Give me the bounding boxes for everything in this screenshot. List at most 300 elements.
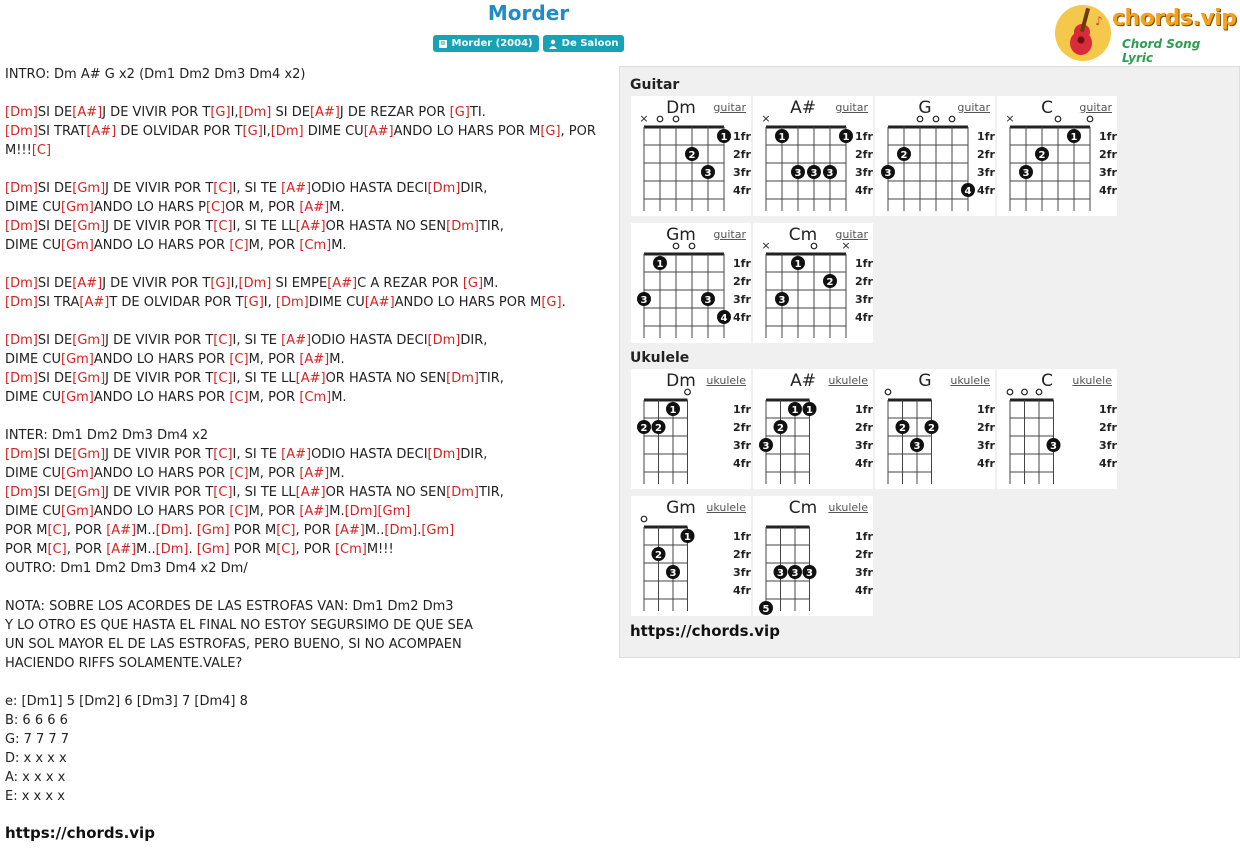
lyric-line [5, 540, 615, 559]
lyric-line [5, 369, 615, 388]
chord-instrument-link[interactable]: guitar [835, 101, 868, 114]
chord-diagram-guitar[interactable] [753, 223, 873, 343]
fret-label: 1fr [733, 403, 751, 416]
lyric-text: T DE OLVIDAR POR T [109, 295, 244, 310]
chord-link[interactable]: [Dm] [5, 447, 38, 462]
finger-dot [653, 256, 667, 270]
svg-text:3: 3 [794, 168, 802, 179]
chord-link[interactable]: [Gm] [196, 523, 230, 538]
fret-label: 1fr [733, 257, 751, 270]
lyric-text: , POR [295, 542, 335, 557]
chord-panel [619, 66, 1240, 658]
fret-label: 4fr [977, 457, 995, 470]
lyric-text: TIR, [478, 219, 504, 234]
lyric-text: DIR, [460, 447, 488, 462]
fret-label: 3fr [733, 166, 751, 179]
chord-name: C [1041, 98, 1053, 118]
chord-link[interactable]: [Dm] [5, 333, 38, 348]
chord-link[interactable]: [A#] [295, 371, 326, 386]
lyric-text: J DE VIVIR POR T [105, 485, 214, 500]
chord-link[interactable]: [G] [242, 124, 263, 139]
chord-link[interactable]: [G] [243, 295, 264, 310]
muted-string-mark: × [761, 239, 771, 252]
chord-link[interactable]: [C] [229, 352, 249, 367]
chord-link[interactable]: [A#] [363, 124, 394, 139]
ukulele-section-label: Ukulele [630, 350, 690, 366]
chord-diagram-ukulele[interactable] [631, 369, 751, 489]
chord-instrument-link[interactable]: guitar [713, 101, 746, 114]
lyric-text: C A REZAR POR [357, 276, 463, 291]
chord-link[interactable]: [Dm] [427, 333, 461, 348]
svg-text:3: 3 [1022, 168, 1030, 179]
chord-link[interactable]: [Gm] [61, 466, 94, 481]
chord-link[interactable]: [A#] [364, 295, 395, 310]
chord-link[interactable]: [A#] [299, 466, 330, 481]
chord-link[interactable]: [Dm] [5, 124, 38, 139]
chord-instrument-link[interactable]: ukulele [950, 374, 990, 387]
chord-instrument-link[interactable]: ukulele [706, 374, 746, 387]
chord-link[interactable]: [Dm] [427, 181, 461, 196]
chord-link[interactable]: [Gm] [72, 371, 106, 386]
chord-link[interactable]: [Dm] [5, 371, 38, 386]
svg-text:3: 3 [1050, 441, 1057, 452]
svg-text:2: 2 [655, 423, 662, 434]
site-logo[interactable] [1055, 3, 1235, 63]
chord-link[interactable]: [C] [205, 200, 226, 215]
chord-link[interactable]: [A#] [106, 542, 137, 557]
open-string-mark [1036, 389, 1042, 395]
lyric-text: SI DE [37, 485, 73, 500]
chord-link[interactable]: [G] [449, 105, 470, 120]
fret-label: 4fr [1099, 457, 1117, 470]
chord-link[interactable]: [Dm] [5, 219, 38, 234]
lyric-text: I, [230, 105, 239, 120]
lyric-line [5, 388, 615, 407]
chord-link[interactable]: [Dm] [155, 523, 189, 538]
svg-text:2: 2 [640, 423, 648, 434]
lyric-line [5, 559, 615, 578]
fret-label: 1fr [1099, 130, 1117, 143]
lyric-text: B: 6 6 6 6 [5, 713, 68, 728]
fret-label: 1fr [733, 130, 751, 143]
lyric-line [5, 160, 615, 179]
svg-text:3: 3 [777, 568, 784, 579]
chord-link[interactable]: [A#] [72, 276, 103, 291]
lyric-text: ANDO LO HARS POR [93, 352, 230, 367]
lyric-text: SI DE [271, 105, 310, 120]
svg-text:1: 1 [842, 132, 850, 143]
lyric-text: . [417, 523, 422, 538]
lyric-text: DE OLVIDAR POR T [116, 124, 243, 139]
lyric-line [5, 65, 615, 84]
lyric-text: M.. [136, 523, 156, 538]
lyric-text: ODIO HASTA DECI [311, 447, 428, 462]
chord-link[interactable]: [A#] [86, 124, 117, 139]
chord-link[interactable]: [Dm] [446, 371, 479, 386]
artist-badge[interactable] [543, 35, 625, 52]
chord-link[interactable]: [Dm] [5, 181, 38, 196]
lyric-text: DIME CU [5, 352, 61, 367]
lyric-text: DIME CU [5, 390, 61, 405]
chord-link[interactable]: [A#] [295, 485, 326, 500]
song-title: Morder [487, 1, 570, 25]
finger-dot [1019, 165, 1033, 179]
chord-link[interactable]: [G] [541, 295, 562, 310]
chord-link[interactable]: [G] [462, 276, 484, 291]
chord-link[interactable]: [A#] [327, 276, 358, 291]
chord-diagram-ukulele[interactable] [753, 369, 873, 489]
chord-link[interactable]: [C] [213, 447, 233, 462]
chord-instrument-link[interactable]: guitar [1079, 101, 1112, 114]
lyric-text: J DE REZAR POR [339, 105, 450, 120]
chord-link[interactable]: [Dm] [427, 447, 461, 462]
svg-text:3: 3 [640, 295, 648, 306]
chord-instrument-link[interactable]: ukulele [706, 501, 746, 514]
chord-link[interactable]: [Cm] [334, 542, 367, 557]
fret-label: 3fr [855, 566, 873, 579]
chord-diagram-ukulele[interactable] [997, 369, 1117, 489]
finger-dot [701, 165, 715, 179]
chord-link[interactable]: [A#] [281, 447, 312, 462]
chord-link[interactable]: [A#] [309, 105, 340, 120]
lyric-text: M. [329, 466, 345, 481]
lyric-text: DIME CU [308, 295, 365, 310]
chord-instrument-link[interactable]: guitar [713, 228, 746, 241]
lyric-text: OUTRO: Dm1 Dm2 Dm3 Dm4 x2 Dm/ [5, 561, 248, 576]
svg-text:1: 1 [1070, 132, 1078, 143]
chord-link[interactable]: [Gm] [421, 523, 455, 538]
lyric-line [5, 426, 615, 445]
lyric-line [5, 179, 615, 198]
fret-label: 2fr [1099, 148, 1117, 161]
chord-link[interactable]: [Gm] [196, 542, 230, 557]
fretboard [875, 96, 995, 216]
fret-label: 2fr [977, 148, 995, 161]
lyric-text: , POR [295, 523, 335, 538]
svg-text:1: 1 [794, 259, 802, 270]
svg-text:3: 3 [704, 295, 712, 306]
finger-dot [1035, 147, 1049, 161]
svg-text:2: 2 [899, 423, 906, 434]
finger-dot [717, 129, 731, 143]
lyric-text: TI. [469, 105, 486, 120]
fret-label: 1fr [977, 130, 995, 143]
lyric-text: POR M [5, 542, 48, 557]
chord-name: Cm [788, 498, 818, 518]
lyric-text: J DE VIVIR POR T [102, 105, 211, 120]
fretboard [631, 369, 751, 489]
lyric-text: M, POR [248, 238, 300, 253]
chord-name: Dm [666, 371, 696, 391]
lyric-text: OR HASTA NO SEN [325, 219, 447, 234]
chord-link[interactable]: [Gm] [61, 504, 94, 519]
svg-text:2: 2 [928, 423, 935, 434]
chord-link[interactable]: [Dm] [270, 124, 304, 139]
chord-link[interactable]: [C] [213, 485, 233, 500]
panel-link[interactable]: https://chords.vip [630, 622, 780, 640]
lyric-text: M. [329, 352, 345, 367]
fret-label: 4fr [855, 584, 873, 597]
lyric-line [5, 635, 615, 654]
song-badges [0, 35, 1057, 52]
chord-link[interactable]: [Dm] [5, 105, 38, 120]
chord-link[interactable]: [Dm] [5, 295, 38, 310]
chord-instrument-link[interactable]: ukulele [1072, 374, 1112, 387]
fret-label: 4fr [855, 311, 873, 324]
svg-text:3: 3 [806, 568, 813, 579]
chord-link[interactable]: [C] [229, 390, 249, 405]
svg-text:5: 5 [762, 604, 770, 615]
chord-link[interactable]: [C] [47, 542, 67, 557]
chord-link[interactable]: [A#] [106, 523, 137, 538]
lyric-line [5, 483, 615, 502]
chord-link[interactable]: [Gm] [61, 390, 94, 405]
chord-instrument-link[interactable]: guitar [835, 228, 868, 241]
chord-name: Cm [788, 225, 818, 245]
lyric-text: DIME CU [5, 466, 61, 481]
chord-link[interactable]: [Gm] [72, 219, 106, 234]
lyric-text: UN SOL MAYOR EL DE LAS ESTROFAS, PERO BUENO, SI NO ACOMPAEN [5, 637, 462, 652]
fret-label: 1fr [855, 257, 873, 270]
chord-link[interactable]: [Dm] [5, 485, 38, 500]
finger-dot [685, 147, 699, 161]
lyric-text: SI DE [37, 276, 73, 291]
finger-dot [961, 183, 975, 197]
chord-link[interactable]: [A#] [334, 523, 365, 538]
open-string-mark [949, 116, 955, 122]
fret-label: 1fr [733, 530, 751, 543]
chord-name: A# [790, 371, 816, 391]
lyric-text: e: [Dm1] 5 [Dm2] 6 [Dm3] 7 [Dm4] 8 [5, 694, 248, 709]
fret-label: 4fr [733, 584, 751, 597]
lyric-text: M!!! [5, 143, 32, 158]
lyric-text: ODIO HASTA DECI [311, 333, 428, 348]
chord-link[interactable]: [Dm] [446, 485, 479, 500]
lyric-line [5, 255, 615, 274]
lyric-text: SI DE [37, 105, 73, 120]
lyric-text: ANDO LO HARS POR [93, 390, 230, 405]
chord-link[interactable]: [Dm] [384, 523, 418, 538]
chord-link[interactable]: [A#] [281, 333, 312, 348]
chord-link[interactable]: [A#] [299, 504, 330, 519]
lyric-text: I, SI TE [232, 181, 282, 196]
chord-link[interactable]: [Dm] [238, 105, 272, 120]
chord-link[interactable]: [Cm] [299, 390, 332, 405]
lyric-text: ANDO LO HARS POR M [393, 124, 541, 139]
chord-link[interactable]: [Gm] [61, 200, 94, 215]
lyric-text: I, SI TE LL [232, 371, 296, 386]
lyric-text: SI EMPE [271, 276, 328, 291]
chord-link[interactable]: [C] [276, 542, 296, 557]
song-lyrics [5, 65, 615, 806]
fret-label: 2fr [855, 148, 873, 161]
fret-label: 3fr [855, 166, 873, 179]
svg-text:1: 1 [806, 405, 813, 416]
lyric-text: SI DE [37, 181, 73, 196]
chord-link[interactable]: [Dm] [446, 219, 479, 234]
chord-link[interactable]: [C] [31, 143, 52, 158]
chord-link[interactable]: [C] [213, 219, 233, 234]
svg-text:2: 2 [900, 150, 908, 161]
lyric-text: I, SI TE [232, 333, 282, 348]
chord-diagram-ukulele[interactable] [631, 496, 751, 616]
finger-dot [775, 292, 789, 306]
chord-link[interactable]: [C] [213, 371, 233, 386]
lyric-text: DIME CU [303, 124, 364, 139]
chord-link[interactable]: [Dm] [275, 295, 309, 310]
svg-text:1: 1 [669, 405, 677, 416]
chord-link[interactable]: [C] [213, 181, 233, 196]
lyric-text: M. [329, 504, 345, 519]
lyric-text: J DE VIVIR POR T [105, 219, 214, 234]
finger-dot [788, 565, 802, 579]
chord-link[interactable]: [A#] [299, 352, 330, 367]
lyric-line [5, 787, 615, 806]
lyric-line [5, 217, 615, 236]
chord-link[interactable]: [A#] [72, 105, 103, 120]
lyric-text: TIR, [478, 485, 504, 500]
svg-text:3: 3 [884, 168, 892, 179]
finger-dot [881, 165, 895, 179]
lyric-line [5, 331, 615, 350]
svg-text:2: 2 [688, 150, 696, 161]
chord-link[interactable]: [C] [276, 523, 296, 538]
album-badge[interactable] [433, 35, 539, 52]
chord-link[interactable]: [C] [213, 333, 233, 348]
chord-name: A# [790, 98, 816, 118]
finger-dot [839, 129, 853, 143]
fret-label: 1fr [855, 403, 873, 416]
chord-name: G [918, 98, 932, 118]
chord-link[interactable]: [Dm] [344, 504, 378, 519]
lyric-text: DIR, [460, 181, 488, 196]
finger-dot [774, 420, 788, 434]
chord-link[interactable]: [G] [210, 105, 231, 120]
finger-dot [637, 420, 651, 434]
lyric-line [5, 198, 615, 217]
lyric-text: , POR [66, 542, 107, 557]
chord-diagram-guitar[interactable] [753, 96, 873, 216]
fretboard [753, 496, 873, 616]
finger-dot [774, 565, 788, 579]
chord-diagram-guitar[interactable] [997, 96, 1117, 216]
chord-link[interactable]: [A#] [299, 200, 330, 215]
fretboard [631, 223, 751, 343]
svg-text:3: 3 [826, 168, 834, 179]
lyric-text: POR M [229, 542, 277, 557]
fret-label: 4fr [977, 184, 995, 197]
fret-label: 1fr [977, 403, 995, 416]
chord-link[interactable]: [Gm] [61, 238, 94, 253]
lyric-text: SI DE [37, 333, 73, 348]
chord-link[interactable]: [Dm] [238, 276, 272, 291]
chord-link[interactable]: [Gm] [61, 352, 94, 367]
lyric-text: M, POR [248, 504, 300, 519]
chord-link[interactable]: [A#] [295, 219, 326, 234]
finger-dot [823, 274, 837, 288]
chord-link[interactable]: [C] [47, 523, 67, 538]
chord-link[interactable]: [C] [229, 238, 249, 253]
chord-link[interactable]: [G] [210, 276, 231, 291]
open-string-mark [685, 389, 691, 395]
fretboard [997, 96, 1117, 216]
chord-name: Gm [666, 498, 696, 518]
lyric-line [5, 502, 615, 521]
fret-label: 4fr [733, 184, 751, 197]
chord-link[interactable]: [Gm] [72, 447, 106, 462]
lyric-text: M. [483, 276, 499, 291]
footer-link[interactable]: https://chords.vip [5, 824, 155, 842]
chord-link[interactable]: [G] [540, 124, 561, 139]
chord-link[interactable]: [Gm] [72, 333, 106, 348]
lyric-text: DIME CU [5, 238, 61, 253]
lyric-text: J DE VIVIR POR T [105, 371, 214, 386]
chord-link[interactable]: [A#] [79, 295, 110, 310]
open-string-mark [885, 389, 891, 395]
finger-dot [791, 165, 805, 179]
lyric-text: . [188, 542, 197, 557]
lyric-text: Y LO OTRO ES QUE HASTA EL FINAL NO ESTOY SEGURSIMO DE QUE SEA [5, 618, 473, 633]
chord-diagram-guitar[interactable] [631, 96, 751, 216]
fret-label: 2fr [733, 275, 751, 288]
lyric-text: INTER: Dm1 Dm2 Dm3 Dm4 x2 [5, 428, 209, 443]
lyric-text: SI TRA [37, 295, 80, 310]
fret-label: 2fr [1099, 421, 1117, 434]
svg-text:1: 1 [791, 405, 799, 416]
chord-instrument-link[interactable]: guitar [957, 101, 990, 114]
chord-diagram-ukulele[interactable] [875, 369, 995, 489]
chord-diagram-ukulele[interactable] [753, 496, 873, 616]
chord-link[interactable]: [C] [229, 504, 249, 519]
chord-link[interactable]: [Dm] [5, 276, 38, 291]
chord-link[interactable]: [Cm] [299, 238, 332, 253]
finger-dot [1067, 129, 1081, 143]
chord-link[interactable]: [C] [229, 466, 249, 481]
artist-badge-label: De Saloon [561, 38, 619, 49]
fret-label: 2fr [977, 421, 995, 434]
svg-text:1: 1 [720, 132, 728, 143]
lyric-text: I, [262, 124, 271, 139]
chord-link[interactable]: [Dm] [155, 542, 189, 557]
finger-dot [1047, 438, 1061, 452]
fretboard [753, 96, 873, 216]
chord-diagram-guitar[interactable] [631, 223, 751, 343]
chord-link[interactable]: [Gm] [377, 504, 411, 519]
lyric-text: J DE VIVIR POR T [105, 447, 214, 462]
lyric-line [5, 464, 615, 483]
chord-diagram-guitar[interactable] [875, 96, 995, 216]
fret-label: 3fr [733, 439, 751, 452]
chord-instrument-link[interactable]: ukulele [828, 374, 868, 387]
lyric-text: A: x x x x [5, 770, 66, 785]
chord-link[interactable]: [Gm] [72, 181, 106, 196]
svg-text:2: 2 [826, 277, 834, 288]
finger-dot [807, 165, 821, 179]
chord-link[interactable]: [A#] [281, 181, 312, 196]
fret-label: 4fr [1099, 184, 1117, 197]
lyric-line [5, 445, 615, 464]
svg-text:4: 4 [964, 186, 972, 197]
album-badge-label: Morder (2004) [451, 38, 533, 49]
lyric-text: ODIO HASTA DECI [311, 181, 428, 196]
ukulele-chord-grid [631, 369, 1117, 616]
lyric-text: DIR, [460, 333, 488, 348]
fret-label: 1fr [1099, 403, 1117, 416]
chord-link[interactable]: [Gm] [72, 485, 106, 500]
lyric-text: D: x x x x [5, 751, 67, 766]
lyric-line [5, 521, 615, 540]
chord-instrument-link[interactable]: ukulele [828, 501, 868, 514]
